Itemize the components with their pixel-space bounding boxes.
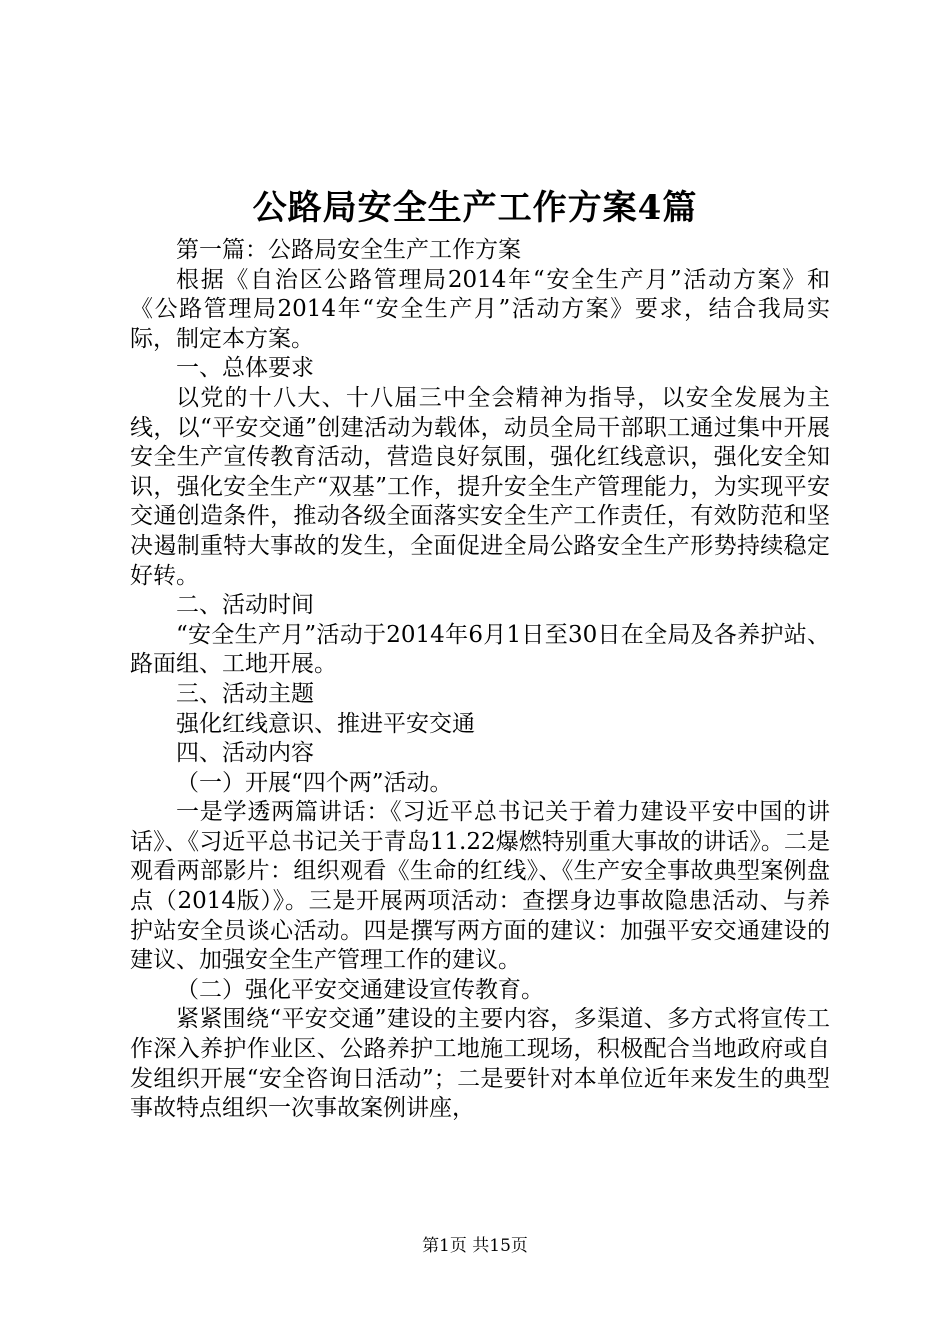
- subsection-heading: （一）开展“四个两”活动。: [176, 769, 453, 796]
- document-title: 公路局安全生产工作方案4篇: [252, 188, 698, 228]
- body-paragraph: 根据《自治区公路管理局2014年“安全生产月”活动方案》和《公路管理局2014年“安全生产月”活动方案》要求，结合我局实际，制定本方案。: [130, 266, 830, 352]
- body-paragraph: “安全生产月”活动于2014年6月1日至30日在全局及各养护站、路面组、工地开展。: [130, 621, 830, 678]
- section-heading: 第一篇：公路局安全生产工作方案: [176, 237, 521, 263]
- body-paragraph: 强化红线意识、推进平安交通: [176, 710, 475, 737]
- page-number-footer: 第1页 共15页: [422, 1236, 528, 1256]
- body-paragraph: 一是学透两篇讲话：《习近平总书记关于着力建设平安中国的讲话》、《习近平总书记关于青岛11.22爆燃特别重大事故的讲话》。二是观看两部影片：组织观看《生命的红线》、《生产安全事故典型案例盘点（2014版）》。三是开展两项活动：查摆身边事故隐患活动、与养护站安全员谈心活动。四是撰写两方面的建议：加强平安交通建设的建议、加强安全生产管理工作的建议。: [130, 799, 830, 974]
- section-heading: 三、活动主题: [176, 680, 314, 707]
- body-paragraph: 紧紧围绕“平安交通”建设的主要内容，多渠道、多方式将宣传工作深入养护作业区、公路养护工地施工现场，积极配合当地政府或自发组织开展“安全咨询日活动”；二是要针对本单位近年来发生的典型事故特点组织一次事故案例讲座，: [130, 1006, 830, 1122]
- subsection-heading: （二）强化平安交通建设宣传教育。: [176, 976, 544, 1003]
- section-heading: 四、活动内容: [176, 740, 314, 767]
- section-heading: 二、活动时间: [176, 592, 314, 619]
- body-paragraph: 以党的十八大、十八届三中全会精神为指导，以安全发展为主线，以“平安交通”创建活动为载体，动员全局干部职工通过集中开展安全生产宣传教育活动，营造良好氛围，强化红线意识，强化安全知识，强化安全生产“双基”工作，提升安全生产管理能力，为实现平安交通创造条件，推动各级全面落实安全生产工作责任，有效防范和坚决遏制重特大事故的发生，全面促进全局公路安全生产形势持续稳定好转。: [130, 384, 830, 589]
- document-body: [130, 236, 830, 1124]
- section-heading: 一、总体要求: [176, 355, 314, 382]
